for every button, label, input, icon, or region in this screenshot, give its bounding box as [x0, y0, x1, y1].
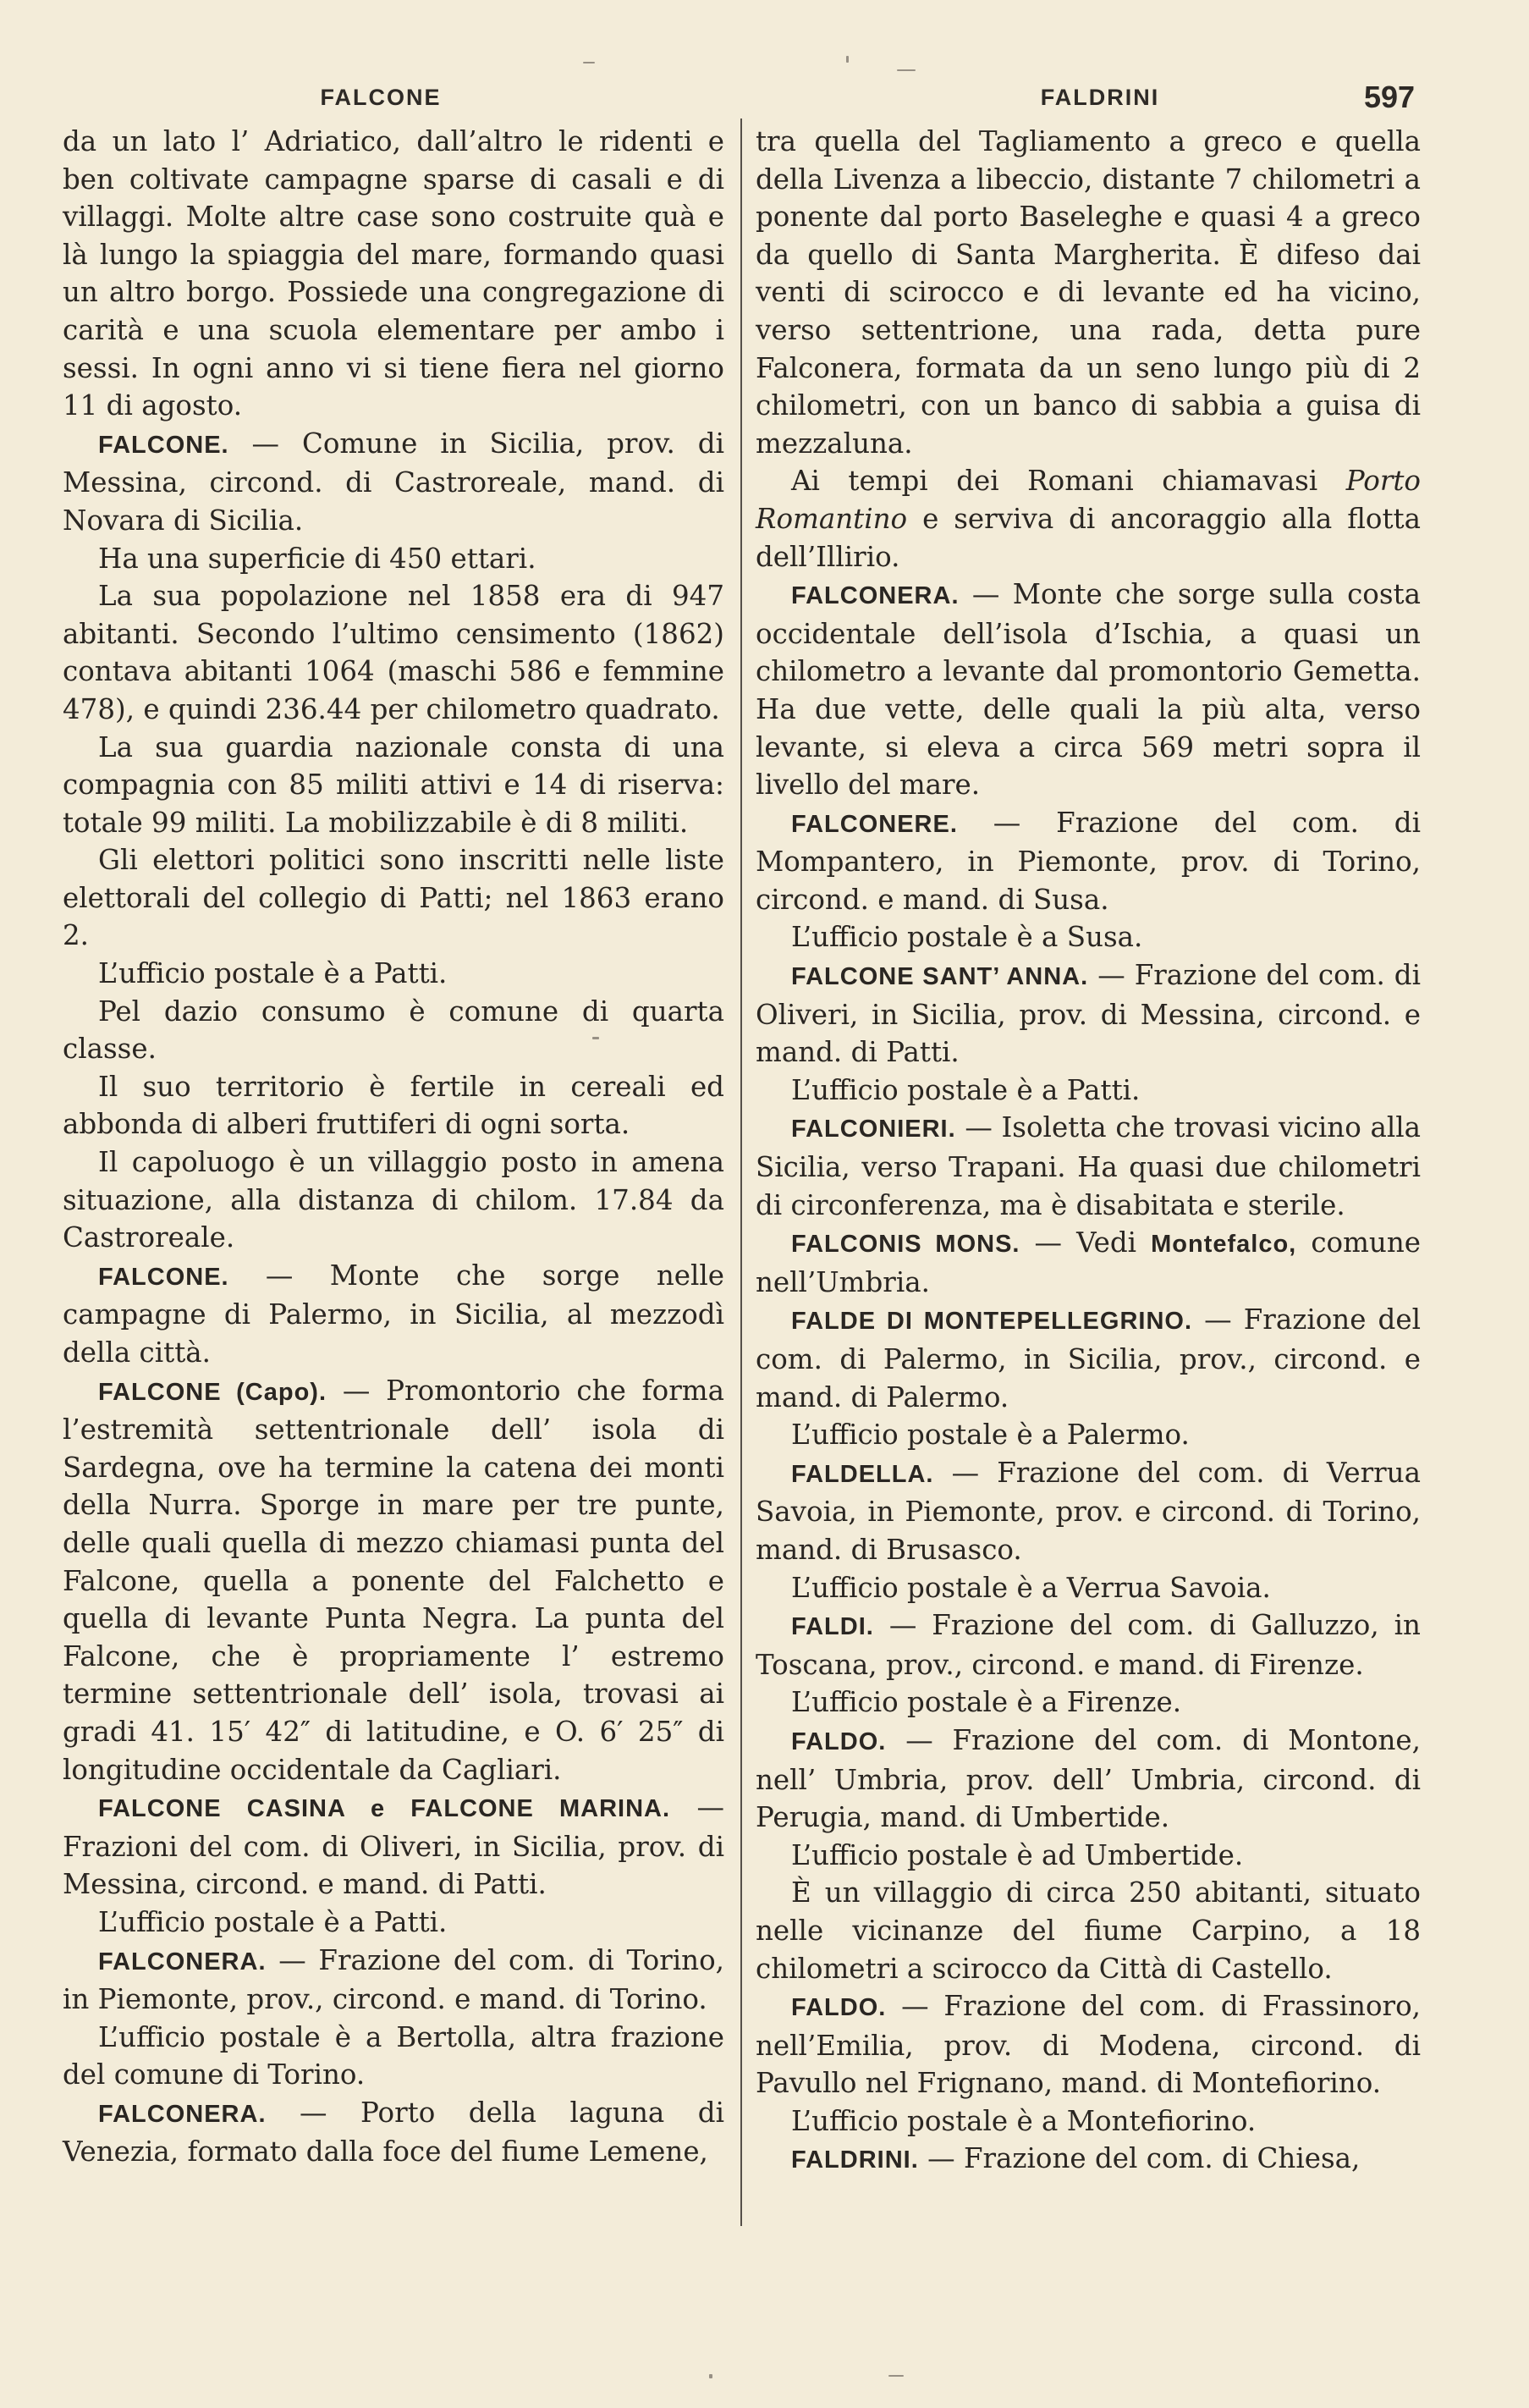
entry-text: — Frazione del com. di Mompantero, in Piemonte, prov. di Torino, circond. e mand. di Susa.: [756, 806, 1421, 916]
entry-paragraph: [63, 729, 724, 842]
entry-text-tail: e serviva di ancoraggio alla flotta dell’Illirio.: [756, 502, 1421, 573]
entry-text: — Isoletta che trovasi vicino alla Sicilia, verso Trapani. Ha quasi due chilometri di circonferenza, ma è disabitata e sterile.: [756, 1111, 1421, 1221]
entry-paragraph: [756, 1072, 1421, 1110]
entry-text: L’ufficio postale è a Firenze.: [791, 1686, 1182, 1719]
dictionary-entry: [756, 1722, 1421, 1837]
print-speck: [888, 2375, 904, 2377]
entry-text: Gli elettori politici sono inscritti nelle liste elettorali del collegio di Patti; nel 1863 erano 2.: [63, 844, 724, 952]
entry-headword: FALCONIS MONS.: [791, 1231, 1020, 1259]
entry-text: — Promontorio che forma l’estremità settentrionale dell’ isola di Sardegna, ove ha termine la catena dei monti della Nurra. Sporge in mare per tre punte, delle quali quella di mezzo chiamasi punta del Falcone, quella a ponente del Falchetto e quella di levante Punta Negra. La punta del Falcone, che è propriamente l’ estremo termine settentrionale dell’ isola, trovasi ai gradi 41. 15′ 42″ di latitudine, e O. 6′ 25″ di longitudine occidentale da Cagliari.: [63, 1374, 724, 1786]
entry-headword: FALCONERE.: [791, 810, 958, 838]
entry-headword: FALDE DI MONTEPELLEGRINO.: [791, 1308, 1193, 1336]
entry-text: — Comune in Sicilia, prov. di Messina, circond. di Castroreale, mand. di Novara di Sicilia.: [63, 427, 724, 537]
entry-paragraph: [756, 1569, 1421, 1607]
entry-text: L’ufficio postale è a Montefiorino.: [791, 2104, 1257, 2137]
entry-headword: FALDO.: [791, 1994, 887, 2022]
entry-text: L’ufficio postale è a Patti.: [791, 1073, 1141, 1106]
entry-text: — Frazione del com. di Frassinoro, nell’Emilia, prov. di Modena, circond. di Pavullo nel Frignano, mand. di Montefiorino.: [756, 1990, 1421, 2100]
entry-text: — Frazione del com. di Palermo, in Sicilia, prov., circond. e mand. di Palermo.: [756, 1303, 1421, 1413]
dictionary-entry: [756, 1454, 1421, 1569]
dictionary-entry: [756, 2140, 1421, 2179]
dictionary-entry: [756, 1987, 1421, 2102]
dictionary-entry: [756, 1109, 1421, 1224]
entry-paragraph: [63, 2019, 724, 2094]
entry-text: L’ufficio postale è ad Umbertide.: [791, 1838, 1244, 1871]
dictionary-entry: [63, 1372, 724, 1789]
print-speck: [709, 2374, 712, 2378]
print-speck: [592, 1037, 599, 1039]
entry-text: tra quella del Tagliamento a greco e quella della Livenza a libeccio, distante 7 chilometri a ponente dal porto Baseleghe e quasi 4 a greco da quello di Santa Margherita. È difeso dai venti di scirocco e di levante ed ha vicino, verso settentrione, una rada, detta pure Falconera, formata da un seno lungo più di 2 chilometri, con un banco di sabbia a guisa di mezzaluna.: [756, 125, 1421, 460]
print-speck: [583, 62, 595, 63]
entry-text: — Porto della laguna di Venezia, formato dalla foce del fiume Lemene,: [63, 2096, 724, 2168]
entry-text: L’ufficio postale è a Verrua Savoia.: [791, 1571, 1271, 1604]
entry-paragraph: [63, 1143, 724, 1257]
entry-headword: FALCONE SANT’ ANNA.: [791, 963, 1089, 991]
entry-text: — Frazione del com. di Galluzzo, in Toscana, prov., circond. e mand. di Firenze.: [756, 1609, 1421, 1681]
entry-text: Ai tempi dei Romani chiamavasi: [791, 465, 1318, 498]
entry-headword: FALCONERA.: [98, 1948, 267, 1975]
entry-headword: FALCONERA.: [98, 2100, 267, 2128]
entry-headword: FALCONE CASINA e FALCONE MARINA.: [98, 1795, 671, 1823]
entry-text: La sua popolazione nel 1858 era di 947 abitanti. Secondo l’ultimo censimento (1862) contava abitanti 1064 (maschi 586 e femmine 478), e quindi 236.44 per chilometro quadrato.: [63, 580, 724, 725]
entry-text: — Frazione del com. di Verrua Savoia, in Piemonte, prov. e circond. di Torino, mand. di Brusasco.: [756, 1456, 1421, 1566]
entry-paragraph: [756, 462, 1421, 576]
entry-paragraph: [63, 540, 724, 578]
entry-headword: FALCONE.: [98, 1263, 229, 1291]
entry-paragraph: [63, 577, 724, 728]
print-speck: [846, 56, 849, 63]
dictionary-entry: [756, 1301, 1421, 1416]
entry-text: L’ufficio postale è a Susa.: [791, 921, 1143, 954]
dictionary-entry: [756, 1224, 1421, 1301]
dictionary-entry: [756, 1606, 1421, 1683]
running-header: [0, 80, 1529, 127]
entry-text: da un lato l’ Adriatico, dall’altro le ridenti e ben coltivate campagne sparse di casali e di villaggi. Molte altre case sono costruite quà e là lungo la spiaggia del mare, formando quasi un altro borgo. Possiede una congregazione di carità e una scuola elementare per ambo i sessi. In ogni anno vi si tiene fiera nel giorno 11 di agosto.: [63, 125, 724, 422]
entry-paragraph: [756, 2102, 1421, 2141]
entry-headword: FALDI.: [791, 1613, 874, 1641]
entry-headword: FALCONE.: [98, 431, 229, 459]
right-running-title: FALDRINI: [1040, 85, 1160, 110]
dictionary-entry: [63, 1942, 724, 2019]
dictionary-entry: [63, 2094, 724, 2171]
entry-text: — Monte che sorge sulla costa occidentale dell’isola d’Ischia, a quasi un chilometro a levante dal promontorio Gemetta. Ha due vette, delle quali la più alta, verso levante, si eleva a circa 569 metri sopra il livello del mare.: [756, 578, 1421, 802]
page-number: 597: [1364, 80, 1416, 114]
entry-paragraph: [756, 123, 1421, 462]
entry-paragraph: [63, 993, 724, 1068]
dictionary-entry: [63, 1788, 724, 1904]
entry-paragraph: [756, 1874, 1421, 1987]
entry-text: — Frazione del com. di Oliveri, in Sicilia, prov. di Messina, circond. e mand. di Patti.: [756, 959, 1421, 1069]
entry-text: Il suo territorio è fertile in cereali ed abbonda di alberi fruttiferi di ogni sorta.: [63, 1070, 724, 1141]
entry-text: È un villaggio di circa 250 abitanti, situato nelle vicinanze del fiume Carpino, a 18 chilometri a scirocco da Città di Castello.: [756, 1876, 1421, 1985]
entry-text: L’ufficio postale è a Bertolla, altra frazione del comune di Torino.: [63, 2020, 724, 2091]
entry-headword: FALDO.: [791, 1727, 887, 1755]
entry-text: La sua guardia nazionale consta di una compagnia con 85 militi attivi e 14 di riserva: totale 99 militi. La mobilizzabile è di 8 militi.: [63, 730, 724, 839]
entry-italic-term: Porto Romantino: [756, 465, 1421, 535]
entry-text: L’ufficio postale è a Patti.: [98, 957, 448, 990]
entry-text: Ha una superficie di 450 ettari.: [98, 542, 536, 575]
entry-headword: FALCONE (Capo).: [98, 1378, 327, 1406]
entry-headword: FALDRINI.: [791, 2146, 919, 2174]
entry-cross-reference: Montefalco,: [1151, 1231, 1297, 1259]
entry-paragraph: [63, 1904, 724, 1942]
entry-paragraph: [756, 918, 1421, 956]
dictionary-entry: [756, 576, 1421, 804]
entry-paragraph: [63, 955, 724, 993]
entry-text: — Frazione del com. di Torino, in Piemonte, prov., circond. e mand. di Torino.: [63, 1943, 724, 2016]
entry-paragraph: [63, 1068, 724, 1143]
dictionary-entry: [63, 425, 724, 540]
entry-headword: FALCONERA.: [791, 582, 960, 610]
entry-text: — Frazione del com. di Montone, nell’ Umbria, prov. dell’ Umbria, circond. di Perugia, mand. di Umbertide.: [756, 1723, 1421, 1834]
entry-text: L’ufficio postale è a Palermo.: [791, 1419, 1190, 1452]
entry-text: — Frazione del com. di Chiesa,: [927, 2142, 1361, 2175]
right-column: [756, 123, 1421, 2179]
dictionary-entry: [63, 1257, 724, 1372]
entry-text: Pel dazio consumo è comune di quarta classe.: [63, 995, 724, 1066]
entry-headword: FALDELLA.: [791, 1460, 934, 1488]
entry-text: — Vedi: [1034, 1226, 1137, 1259]
entry-paragraph: [756, 1416, 1421, 1454]
left-running-title: FALCONE: [320, 85, 442, 110]
entry-paragraph: [756, 1837, 1421, 1875]
dictionary-entry: [756, 804, 1421, 919]
entry-headword: FALCONIERI.: [791, 1116, 956, 1143]
entry-paragraph: [63, 123, 724, 425]
entry-text: — Frazioni del com. di Oliveri, in Sicilia, prov. di Messina, circond. e mand. di Patti.: [63, 1791, 724, 1901]
entry-paragraph: [63, 841, 724, 955]
left-column: [63, 123, 724, 2171]
entry-text: L’ufficio postale è a Patti.: [98, 1905, 448, 1938]
entry-text: — Monte che sorge nelle campagne di Palermo, in Sicilia, al mezzodì della città.: [63, 1259, 724, 1369]
entry-text: Il capoluogo è un villaggio posto in amena situazione, alla distanza di chilom. 17.84 da Castroreale.: [63, 1146, 724, 1254]
print-speck: [897, 69, 916, 71]
entry-text-tail: comune nell’Umbria.: [756, 1226, 1421, 1298]
dictionary-entry: [756, 956, 1421, 1072]
entry-paragraph: [756, 1683, 1421, 1722]
column-divider: [740, 118, 742, 2226]
